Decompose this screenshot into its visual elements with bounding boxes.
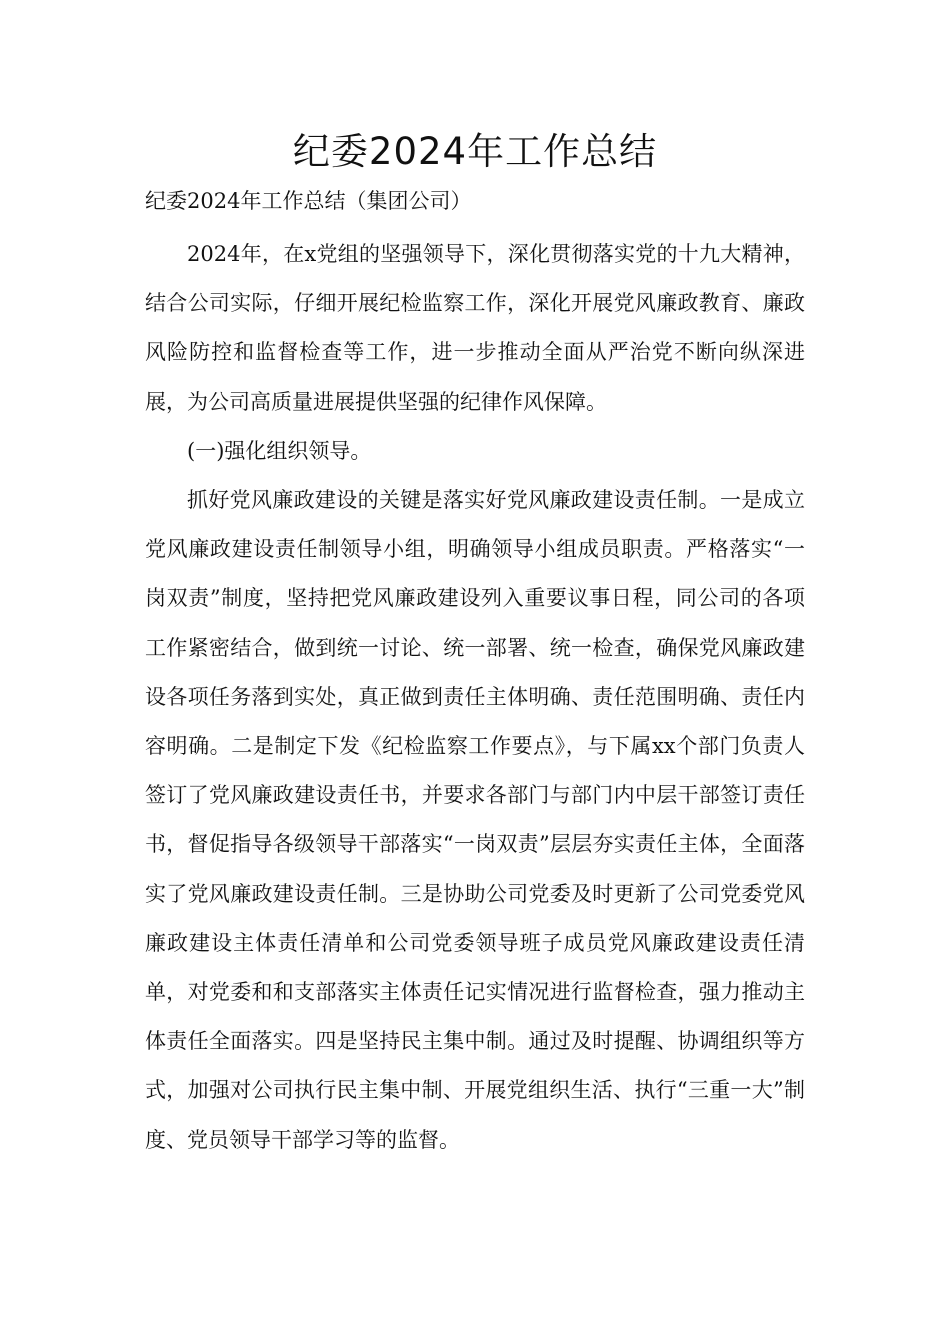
document-subtitle: 纪委2024年工作总结（集团公司） [145, 189, 472, 213]
paragraph-intro: 2024年，在x党组的坚强领导下，深化贯彻落实党的十九大精神，结合公司实际，仔细开展纪检监察工作，深化开展党风廉政教育、廉政风险防控和监督检查等工作，进一步推动全面从严治党不断向纵深进展，为公司高质量进展提供坚强的纪律作风保障。 [145, 242, 805, 414]
document-body [145, 230, 805, 1165]
paragraph-section-1: 抓好党风廉政建设的关键是落实好党风廉政建设责任制。一是成立党风廉政建设责任制领导小组，明确领导小组成员职责。严格落实“一岗双责”制度，坚持把党风廉政建设列入重要议事日程，同公司的各项工作紧密结合，做到统一讨论、统一部署、统一检查，确保党风廉政建设各项任务落到实处，真正做到责任主体明确、责任范围明确、责任内容明确。二是制定下发《纪检监察工作要点》，与下属xx个部门负责人签订了党风廉政建设责任书，并要求各部门与部门内中层干部签订责任书，督促指导各级领导干部落实“一岗双责”层层夯实责任主体，全面落实了党风廉政建设责任制。三是协助公司党委及时更新了公司党委党风廉政建设主体责任清单和公司党委领导班子成员党风廉政建设责任清单，对党委和和支部落实主体责任记实情况进行监督检查，强力推动主体责任全面落实。四是坚持民主集中制。通过及时提醒、协调组织等方式，加强对公司执行民主集中制、开展党组织生活、执行“三重一大”制度、党员领导干部学习等的监督。 [145, 488, 805, 1152]
document-title: 纪委2024年工作总结 [292, 130, 658, 173]
section-heading: (一)强化组织领导。 [187, 438, 372, 463]
